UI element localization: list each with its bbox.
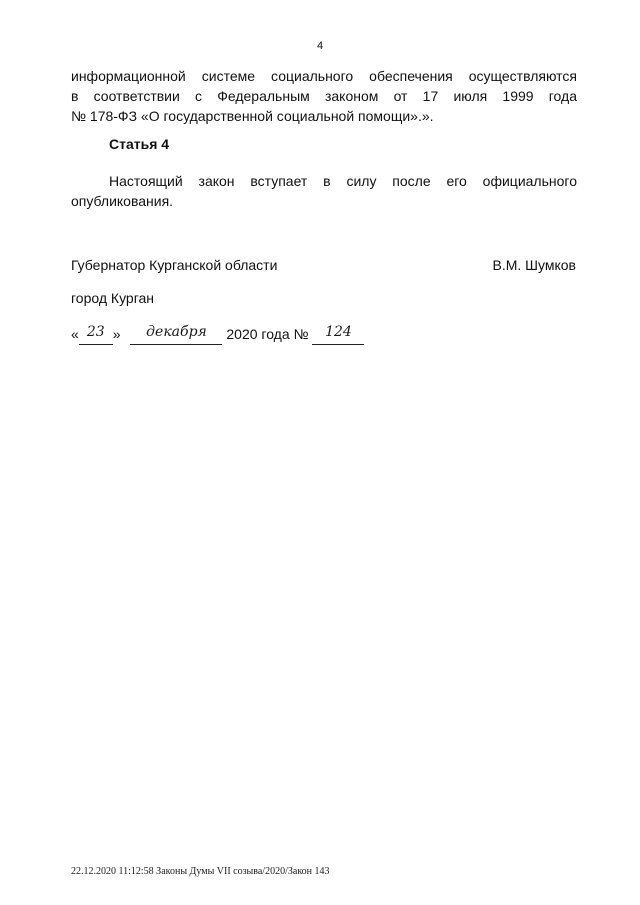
handwritten-number: 124 xyxy=(325,324,352,340)
paragraph-line: Настоящий закон вступает в силу после его официального xyxy=(109,173,577,189)
handwritten-day: 23 xyxy=(86,324,105,340)
year-text: 2020 года № xyxy=(226,326,309,342)
governor-title: Губернатор Курганской области xyxy=(71,257,278,273)
footer-stamp: 22.12.2020 11:12:58 Законы Думы VII созыва/2020/Закон 143 xyxy=(71,866,330,877)
paragraph-line: в соответствии с Федеральным законом от 17 июля 1999 года xyxy=(71,88,577,104)
close-quote: » xyxy=(112,326,121,342)
article-body xyxy=(71,171,577,211)
paragraph-line: опубликования. xyxy=(71,193,174,209)
date-line xyxy=(71,326,364,345)
intro-paragraph xyxy=(71,66,577,126)
city: город Курган xyxy=(71,290,155,306)
paragraph-line: № 178-ФЗ «О государственной социальной помощи».». xyxy=(71,108,434,124)
handwritten-month: декабря xyxy=(146,324,207,340)
page-number: 4 xyxy=(316,40,324,52)
open-quote: « xyxy=(71,326,79,342)
paragraph-line: информационной системе социального обеспечения осуществляются xyxy=(71,68,577,84)
month-field xyxy=(130,326,222,345)
number-field xyxy=(312,326,364,345)
governor-name: В.М. Шумков xyxy=(492,257,576,273)
day-field xyxy=(79,326,113,345)
article-title: Статья 4 xyxy=(109,136,170,152)
